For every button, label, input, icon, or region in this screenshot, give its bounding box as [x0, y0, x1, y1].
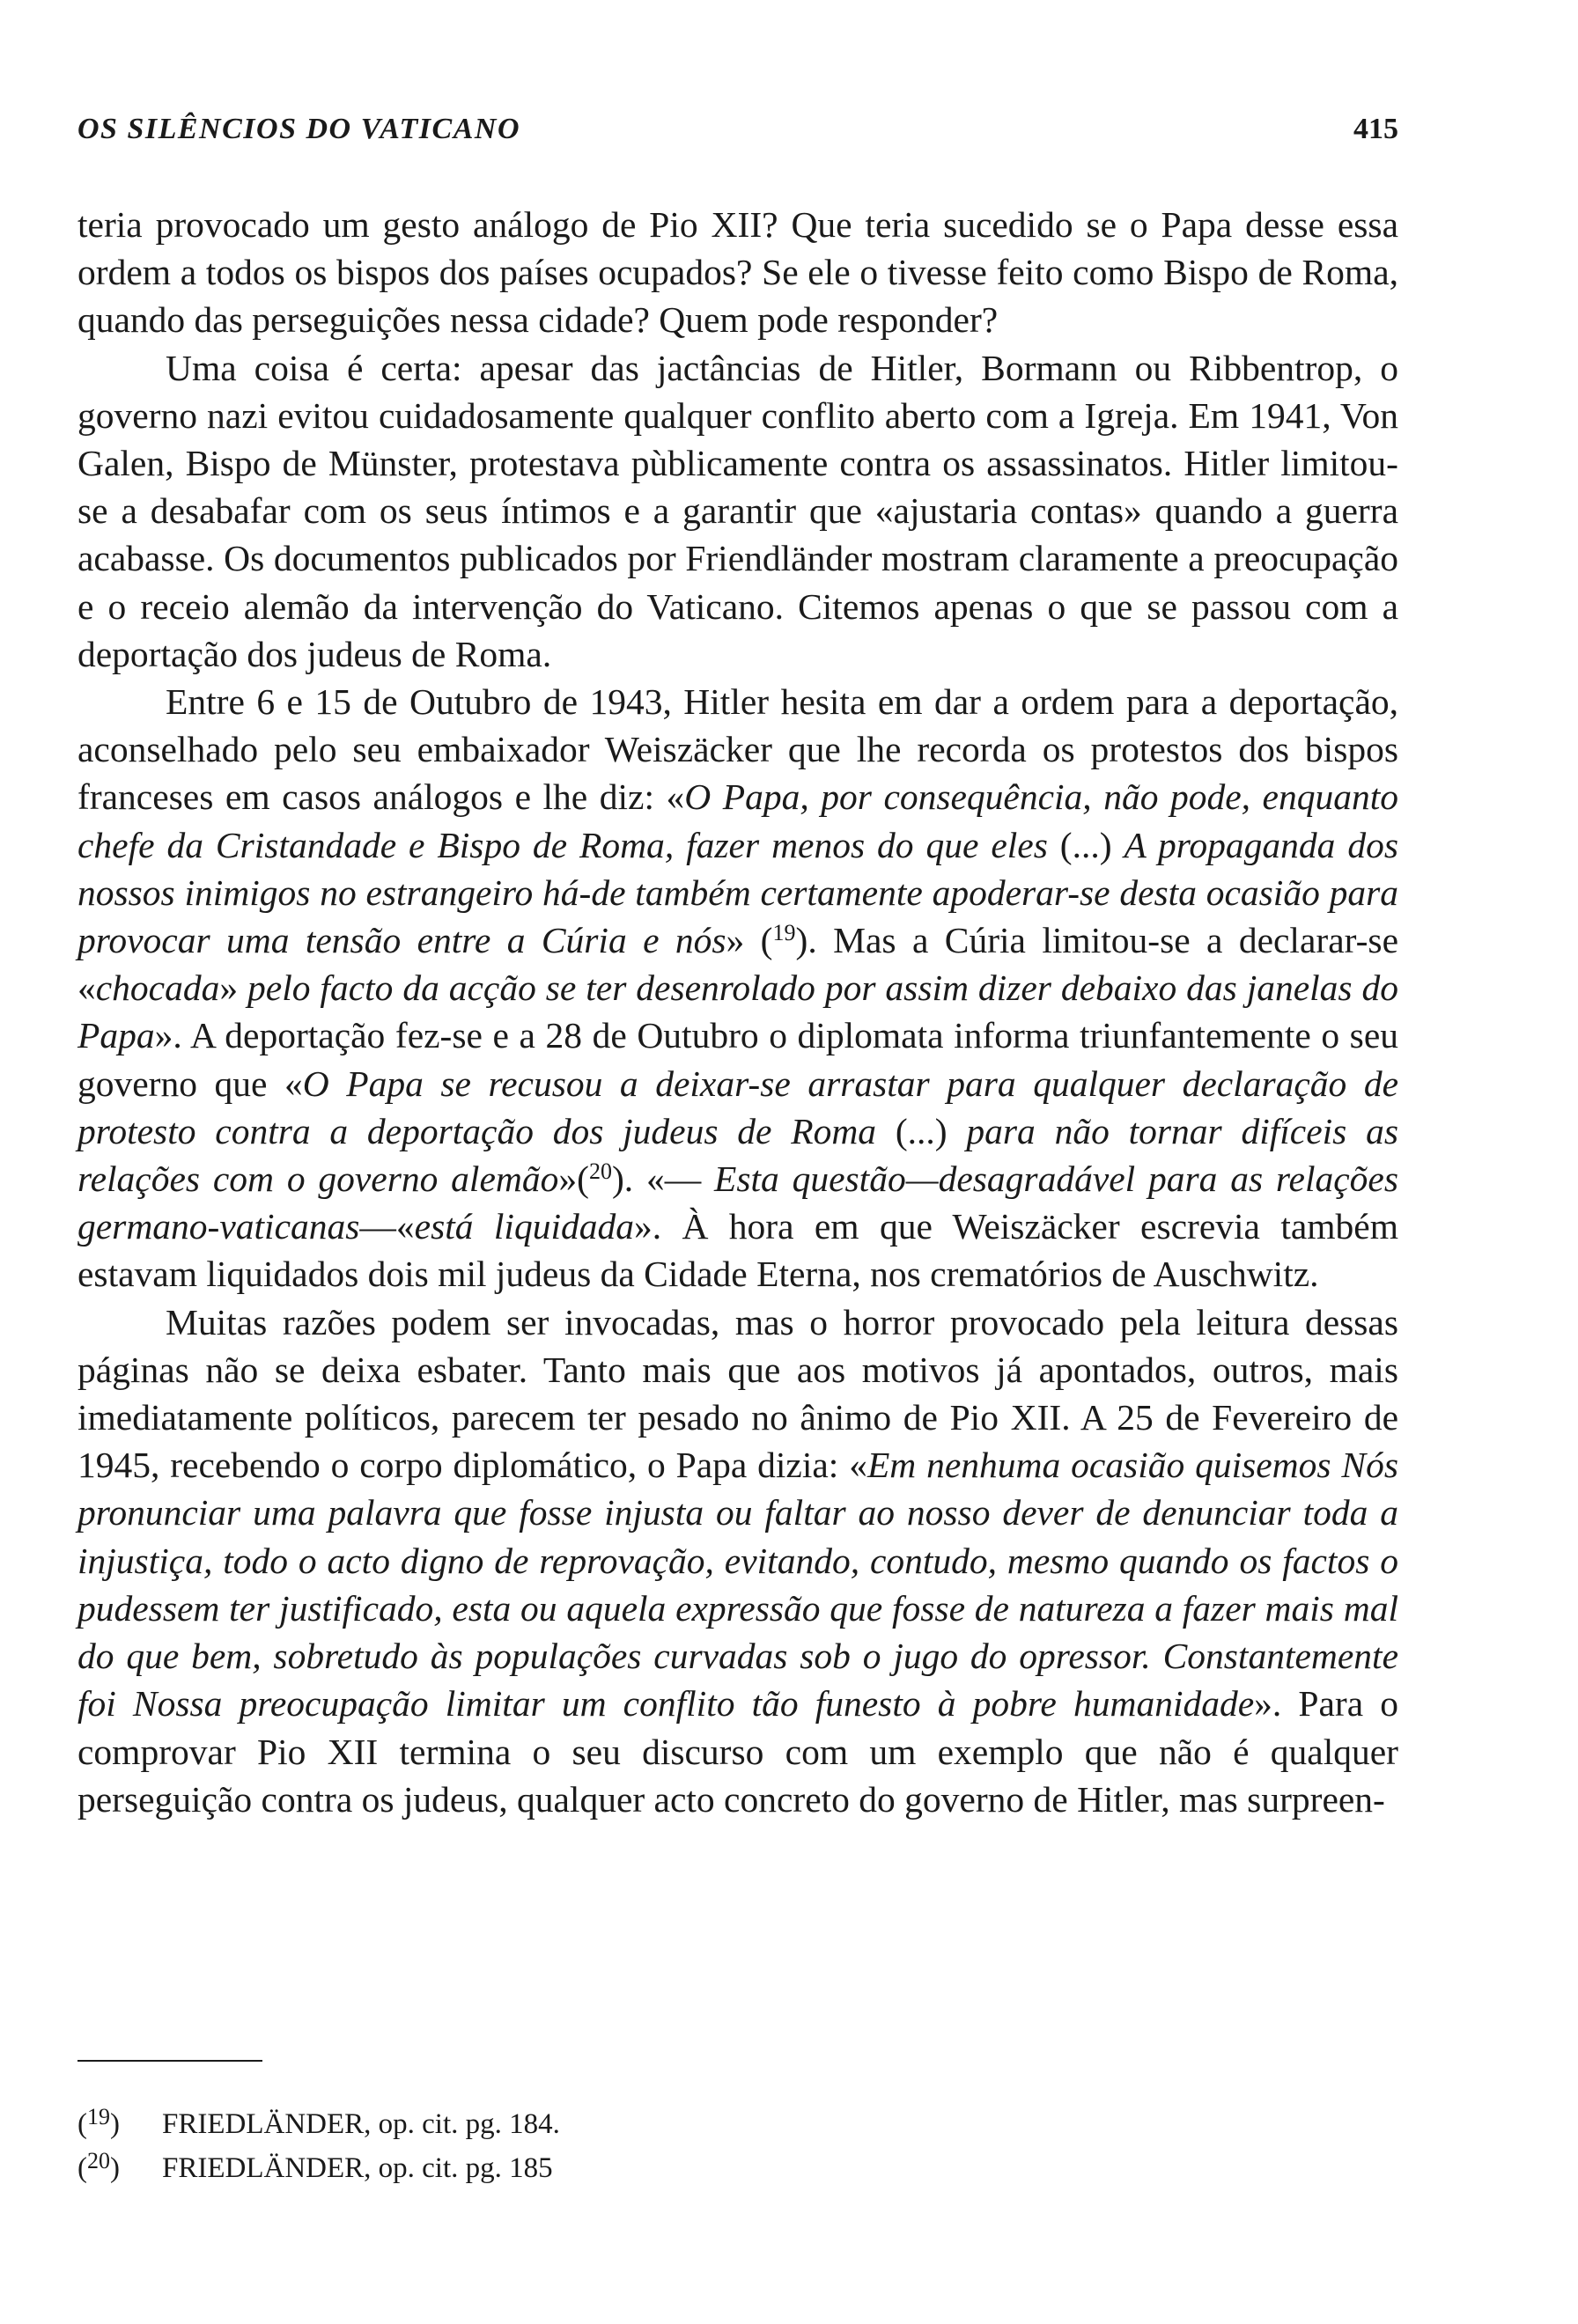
text-run: »( — [558, 1158, 589, 1200]
page-number: 415 — [1353, 113, 1398, 145]
text-run: (...) — [876, 1110, 967, 1151]
footnote-ref-20: 20 — [588, 1158, 612, 1185]
text-run: ». A deportação fez-se e a 28 de Outubro o diplomata informa triunfantemente o seu governo que « — [77, 1015, 1398, 1104]
footnote-marker: ($^{19}$) — [77, 2104, 120, 2140]
footnote-ref-19: 19 — [772, 920, 796, 946]
text-run: ». À hora em que Weiszäcker escrevia também estavam liquidados dois mil judeus da Cidade Eterna, nos crematórios de Auschwitz. — [77, 1206, 1398, 1295]
running-head — [77, 113, 1398, 157]
quotation-italic: para não tornar difíceis as relações com o governo alemão — [77, 1110, 1398, 1200]
footnote-number: 19 — [87, 2104, 110, 2129]
footnote-text: FRIEDLÄNDER, op. cit. pg. 184. — [162, 2108, 560, 2140]
text-run: » ( — [726, 920, 773, 961]
footnote-text: FRIEDLÄNDER, op. cit. pg. 185 — [162, 2152, 553, 2184]
text-run: (...) — [1047, 824, 1125, 865]
quotation-italic: está liquidada — [414, 1206, 634, 1247]
text-run: Muitas razões podem ser invocadas, mas o horror provocado pela leitura dessas páginas não se deixa esbater. Tanto mais que aos motivos já apontados, outros, mais imediatamente políticos, parecem ter pesado no ânimo de Pio XII. A 25 de Fevereiro de 1945, recebendo o corpo diplomático, o Papa dizia: « — [77, 1301, 1398, 1486]
book-page — [77, 0, 1405, 2324]
quotation-italic: Esta questão—desagradável para as relações germano-vaticanas — [77, 1158, 1398, 1247]
footnote-20 — [77, 2146, 1398, 2190]
text-run: ». Para o comprovar Pio XII termina o seu discurso com um exemplo que não é qualquer perseguição contra os judeus, qualquer acto concreto do governo de Hitler, mas surpreen- — [77, 1683, 1398, 1820]
text-run: ). Mas a Cúria limitou-se a declarar-se « — [77, 920, 1398, 1009]
footnote-19 — [77, 2102, 1398, 2146]
body-text — [77, 201, 1398, 1823]
quotation-italic: A propaganda dos nossos inimigos no estrangeiro há-de também certamente apoderar-se desta ocasião para provocar uma tensão entre a Cúria e nós — [77, 824, 1398, 961]
paragraph-4 — [77, 1298, 1398, 1823]
text-run: Entre 6 e 15 de Outubro de 1943, Hitler hesita em dar a ordem para a deportação, aconselhado pelo seu embaixador Weiszäcker que lhe recorda os protestos dos bispos franceses em casos análogos e lhe diz: « — [77, 681, 1398, 818]
paragraph-2: Uma coisa é certa: apesar das jactâncias de Hitler, Bormann ou Ribbentrop, o governo nazi evitou cuidadosamente qualquer conflito aberto com a Igreja. Em 1941, Von Galen, Bispo de Münster, protestava pùblicamente contra os assassinatos. Hitler limitou-se a desabafar com os seus íntimos e a garantir que «ajustaria contas» quando a guerra acabasse. Os documentos publicados por Friendländer mostram claramente a preocupação e o receio alemão da intervenção do Vaticano. Citemos apenas o que se passou com a deportação dos judeus de Roma. — [77, 347, 1398, 674]
paragraph-1: teria provocado um gesto análogo de Pio XII? Que teria sucedido se o Papa desse essa ordem a todos os bispos dos países ocupados? Se ele o tivesse feito como Bispo de Roma, quando das perseguições nessa cidade? Quem pode responder? — [77, 204, 1398, 341]
quotation-italic: Em nenhuma ocasião quisemos Nós pronunciar uma palavra que fosse injusta ou faltar ao nosso dever de denunciar toda a injustiça, todo o acto digno de reprovação, evitando, contudo, mesmo quando os factos o pudessem ter justificado, esta ou aquela expressão que fosse de natureza a fazer mais mal do que bem, sobretudo às populações curvadas sob o jugo do opressor. Constantemente foi Nossa preocupação limitar um conflito tão funesto à pobre humanidade — [77, 1445, 1398, 1725]
running-title: OS SILÊNCIOS DO VATICANO — [77, 113, 521, 145]
text-run: » — [219, 967, 248, 1009]
footnote-number: 20 — [87, 2148, 110, 2173]
footnotes — [77, 2102, 1398, 2190]
quotation-italic: O Papa, por consequência, não pode, enquanto chefe da Cristandade e Bispo de Roma, fazer menos do que eles — [77, 776, 1398, 865]
quotation-italic: O Papa se recusou a deixar-se arrastar para qualquer declaração de protesto contra a deportação dos judeus de Roma — [77, 1063, 1398, 1151]
footnote-marker: ($^{20}$) — [77, 2148, 120, 2184]
quotation-italic: chocada — [95, 967, 220, 1009]
quotation-italic: pelo facto da acção se ter desenrolado por assim dizer debaixo das janelas do Papa — [77, 967, 1399, 1056]
text-run: ). «— — [611, 1158, 702, 1200]
text-run: —« — [359, 1206, 415, 1247]
paragraph-3 — [77, 678, 1398, 1298]
footnote-rule — [77, 2060, 262, 2062]
